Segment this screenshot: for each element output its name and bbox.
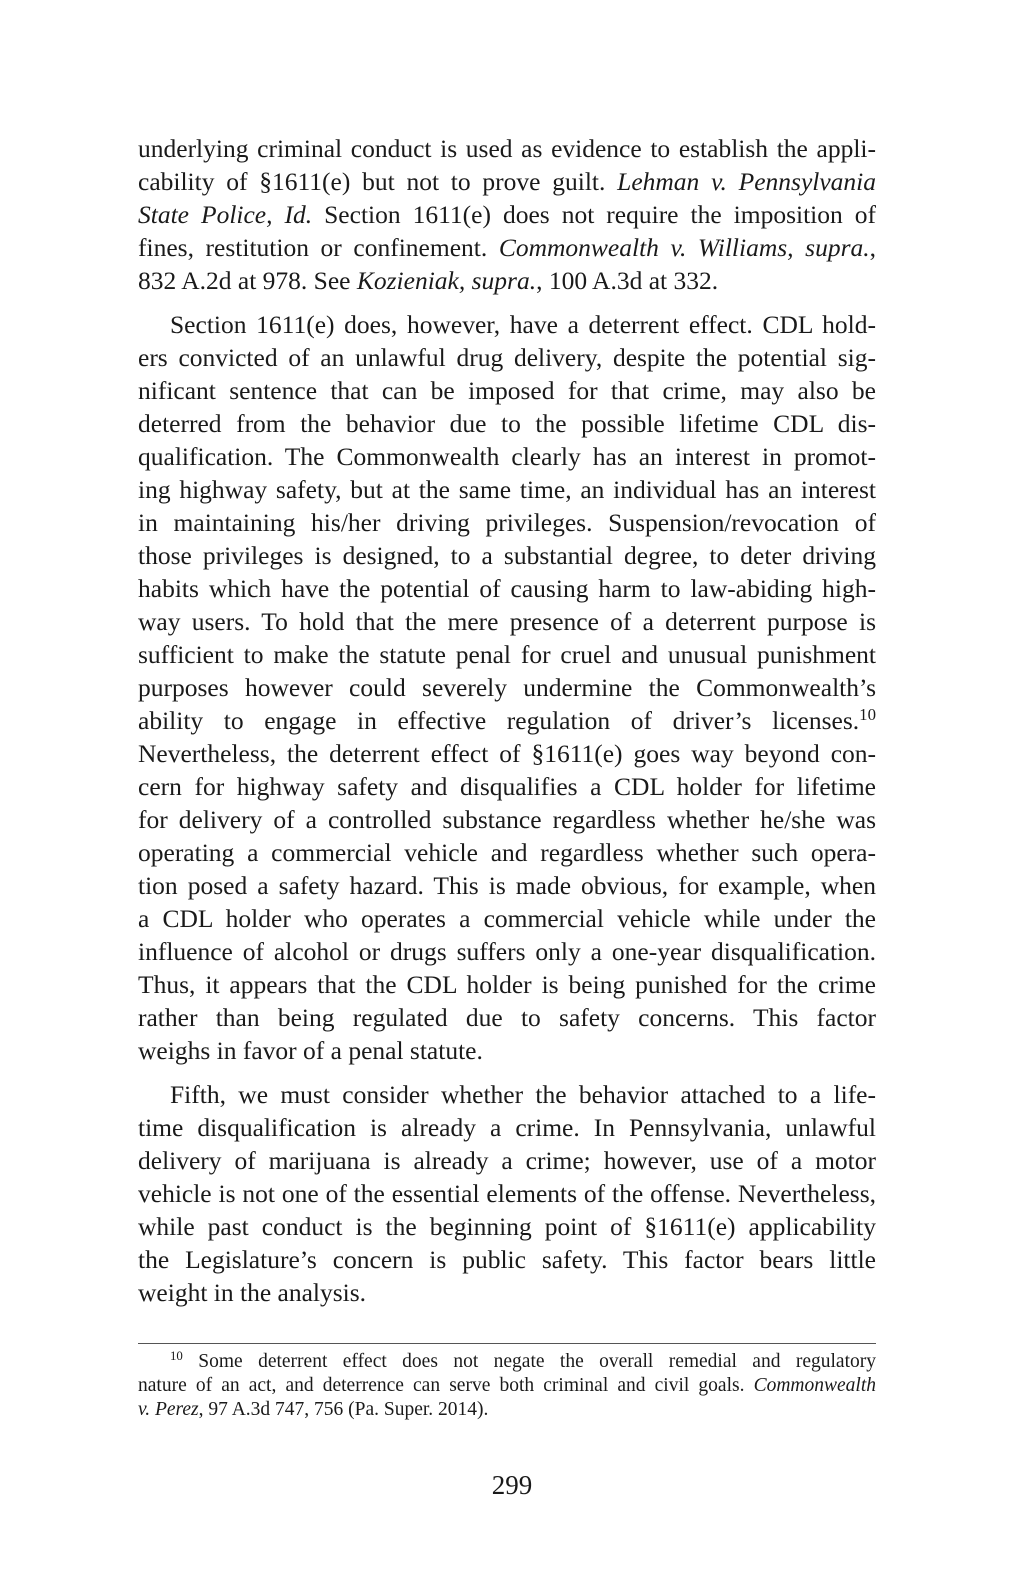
body-line: qualification. The Commonwealth clearly has an interest in promot- [138,442,876,471]
body-line: operating a commercial vehicle and regardless whether such opera- [138,838,876,867]
body-line: purposes however could severely undermine the Commonwealth’s [138,673,876,702]
body-line: rather than being regulated due to safety concerns. This factor [138,1003,876,1032]
body-line: the Legislature’s concern is public safety. This factor bears little [138,1245,876,1274]
body-line: delivery of marijuana is already a crime; however, use of a motor [138,1146,876,1175]
body-line: influence of alcohol or drugs suffers only a one-year disqualification. [138,937,876,966]
body-line: a CDL holder who operates a commercial vehicle while under the [138,904,876,933]
body-line: cability of §1611(e) but not to prove guilt. Lehman v. Pennsylvania [138,167,877,196]
body-line: underlying criminal conduct is used as evidence to establish the appli- [138,134,876,163]
body-line: ing highway safety, but at the same time, an individual has an interest [138,475,876,504]
body-line: cern for highway safety and disqualifies a CDL holder for lifetime [138,772,876,801]
page-number: 299 [491,1470,533,1500]
body-line: Section 1611(e) does, however, have a deterrent effect. CDL hold- [170,310,876,339]
body-line: 832 A.2d at 978. See Kozieniak, supra., 100 A.3d at 332. [138,266,719,295]
body-line: deterred from the behavior due to the possible lifetime CDL dis- [138,409,876,438]
body-line: Fifth, we must consider whether the behavior attached to a life- [170,1080,876,1109]
body-line: Nevertheless, the deterrent effect of §1611(e) goes way beyond con- [138,739,876,768]
body-line: way users. To hold that the mere presence of a deterrent purpose is [138,607,876,636]
body-line: weighs in favor of a penal statute. [138,1036,483,1065]
body-line: fines, restitution or confinement. Commonwealth v. Williams, supra., [138,233,876,262]
body-line: those privileges is designed, to a substantial degree, to deter driving [138,541,876,570]
body-line: sufficient to make the statute penal for cruel and unusual punishment [138,640,876,669]
body-line: habits which have the potential of causing harm to law-abiding high- [138,574,876,603]
body-line: ers convicted of an unlawful drug delivery, despite the potential sig- [138,343,876,372]
body-line: tion posed a safety hazard. This is made obvious, for example, when [138,871,876,900]
body-line: for delivery of a controlled substance regardless whether he/she was [138,805,876,834]
body-line: while past conduct is the beginning point of §1611(e) applicability [138,1212,876,1241]
body-line: nificant sentence that can be imposed for that crime, may also be [138,376,876,405]
footnote-line: nature of an act, and deterrence can serve both criminal and civil goals. Commonwealth [138,1375,876,1396]
footnote-line: $^{10}$ Some deterrent effect does not negate the overall remedial and regulatory [170,1348,876,1372]
body-line: in maintaining his/her driving privileges. Suspension/revocation of [138,508,876,537]
body-line: Thus, it appears that the CDL holder is being punished for the crime [138,970,876,999]
body-line: State Police, Id. Section 1611(e) does not require the imposition of [138,200,876,229]
footnote-line: v. Perez, 97 A.3d 747, 756 (Pa. Super. 2014). [138,1399,489,1420]
body-line: ability to engage in effective regulation of driver’s licenses.$^{10}$ [138,704,876,735]
footnote-divider [138,1343,876,1344]
body-line: vehicle is not one of the essential elements of the offense. Nevertheless, [138,1179,876,1208]
body-line: weight in the analysis. [138,1278,367,1307]
body-line: time disqualification is already a crime. In Pennsylvania, unlawful [138,1113,876,1142]
